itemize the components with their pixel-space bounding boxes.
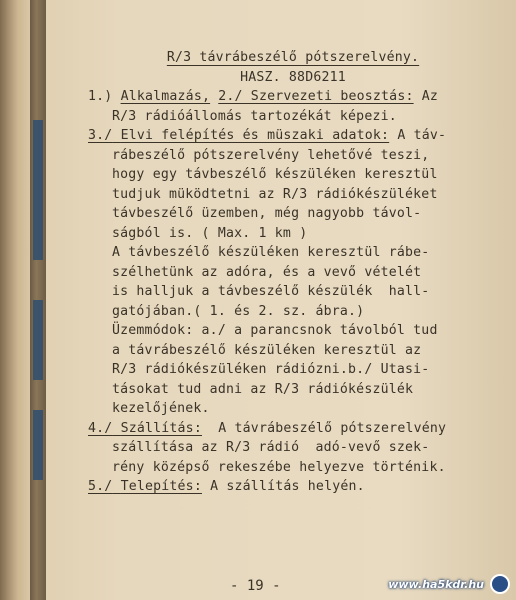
text-line: gatójában.( 1. és 2. sz. ábra.) (112, 303, 365, 319)
section-4-line: 4./ Szállítás: A távrábeszélő pótszerelvény (88, 420, 447, 436)
text-line: R/3 rádióállomás tartozékát képezi. (112, 108, 397, 124)
text-line: kezelőjének. (112, 401, 210, 416)
document-title: R/3 távrábeszélő pótszerelvény. (166, 50, 420, 65)
text-line: tudjuk müködtetni az R/3 rádiókészüléket (112, 186, 438, 202)
text-line: A távbeszélő készüléken keresztül rábe- (112, 245, 430, 260)
book-binding (30, 0, 46, 600)
text-line: szélhetünk az adóra, és a vevő vételét (112, 264, 422, 280)
document-body (88, 48, 508, 497)
text-line: is halljuk a távbeszélő készülék hall- (112, 284, 430, 299)
text-line: rábeszélő pótszerelvény lehetővé teszi, (112, 147, 430, 163)
text-line: rény középső rekeszébe helyezve történik. (112, 459, 446, 475)
text-line: szállítása az R/3 rádió adó-vevő szek- (112, 440, 430, 455)
binding-thread (33, 410, 43, 480)
text-line: hogy egy távbeszélő készüléken keresztül (112, 167, 438, 182)
text-line: a távrábeszélő készüléken keresztül az (112, 342, 422, 358)
page-number: - 19 - (230, 578, 281, 594)
section-3-line: 3./ Elvi felépítés és müszaki adatok: A táv- (88, 128, 447, 143)
site-watermark (388, 574, 510, 594)
club-logo-icon (490, 574, 510, 594)
section-1-line: 1.) Alkalmazás, 2./ Szervezeti beosztás: Az (88, 89, 439, 104)
binding-thread (33, 120, 43, 260)
text-line: tásokat tud adni az R/3 rádiókészülék (112, 381, 414, 397)
binding-thread (33, 300, 43, 380)
watermark-text: www.ha5kdr.hu (388, 577, 484, 591)
document-code: HASZ. 88D6211 (240, 69, 346, 85)
text-line: R/3 rádiókészüléken rádiózni.b./ Utasi- (112, 362, 430, 377)
text-line: távbeszélő üzemben, még nagyobb távol- (112, 206, 422, 221)
section-5-line: 5./ Telepítés: A szállítás helyén. (88, 479, 365, 494)
text-line: Üzemmódok: a./ a parancsnok távolból tud (112, 323, 438, 338)
text-line: ságból is. ( Max. 1 km ) (112, 225, 308, 241)
